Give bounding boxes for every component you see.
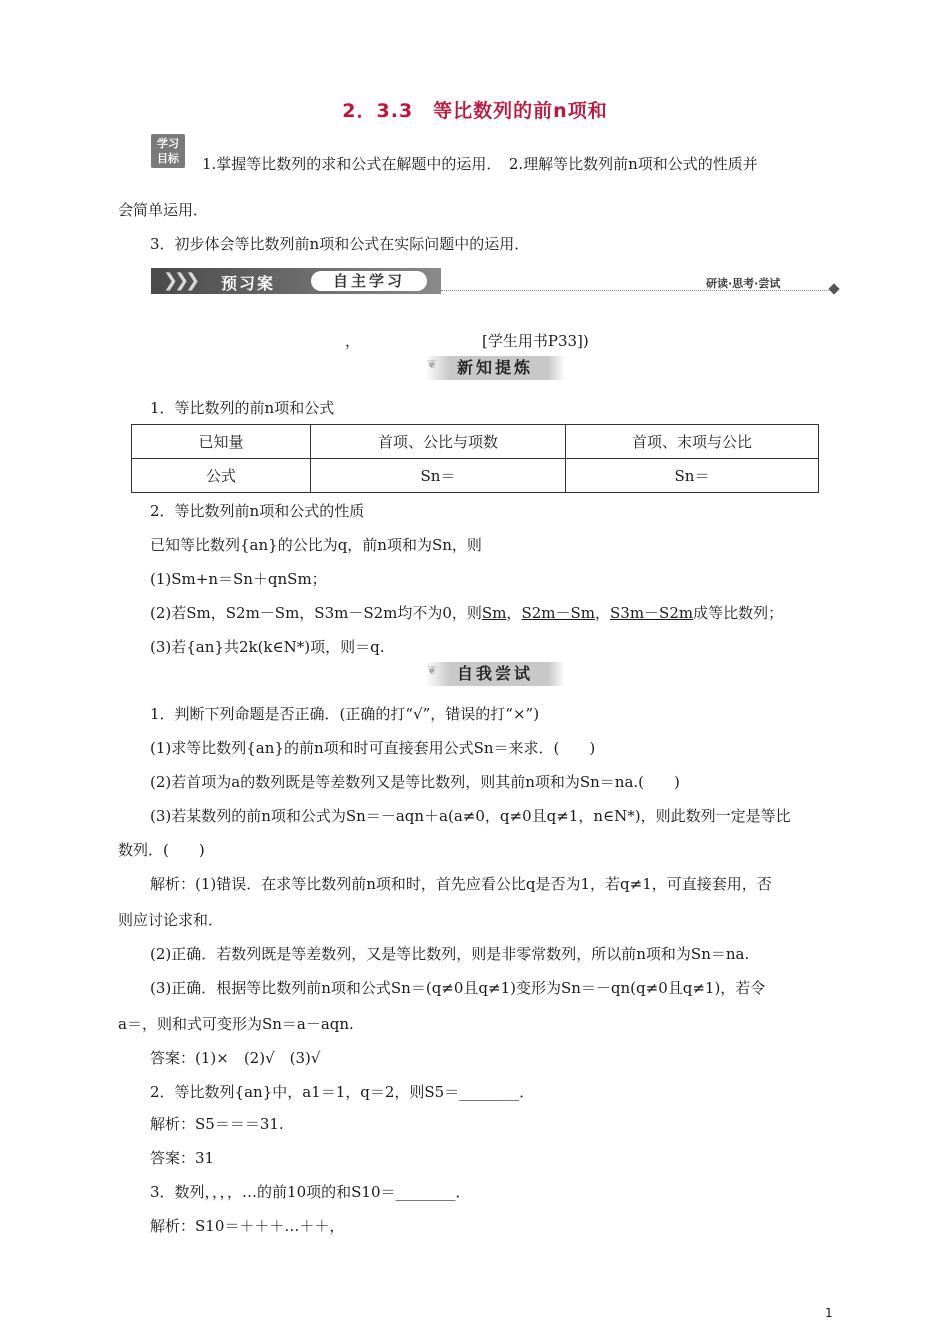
table-cell: Sn＝ [311,459,566,493]
question-1b: (2)若首项为a的数列既是等差数列又是等比数列，则其前n项和为Sn＝na.( ) [150,773,680,791]
property-2-u2: S2m－Sm [521,604,595,622]
page-title: 2．3.3 等比数列的前n项和 [342,100,608,122]
property-2-pre: (2)若Sm，S2m－Sm，S3m－S2m均不为0，则 [150,604,482,622]
table-header-cell: 首项、公比与项数 [311,425,566,459]
preview-banner [151,268,441,294]
section-heading-self-try [425,662,565,686]
question-1c: (3)若某数列的前n项和公式为Sn＝－aqn＋a(a≠0，q≠0且q≠1，n∈N*)，则此数列一定是等比 [150,807,791,825]
solution-1c: (3)正确．根据等比数列前n项和公式Sn＝(q≠0且q≠1)变形为Sn＝－qn(q≠0且q≠1)，若令 [150,979,766,997]
banner-right-label: 研读·思考·尝试 [706,277,781,290]
page-number: 1 [825,1306,833,1320]
goal-line-2: 3．初步体会等比数列前n项和公式在实际问题中的运用． [150,235,530,253]
question-3: 3．数列，，，，…的前10项的和S10＝________． [150,1183,471,1201]
table-header-cell: 首项、末项与公比 [566,425,819,459]
question-1a: (1)求等比数列{an}的前n项和时可直接套用公式Sn＝来求．( ) [150,739,596,757]
table-row [132,425,819,459]
solution-1c-cont: a＝，则和式可变形为Sn＝a－aqn. [118,1015,354,1033]
chevron-right-icon: ❯❯❯ [163,270,197,291]
badge-line1: 学习 [157,137,179,150]
formula-table [131,424,819,493]
answer-2: 答案：31 [150,1149,215,1167]
property-2-sep1: ， [506,604,522,622]
table-header-cell: 已知量 [132,425,311,459]
section-heading-new-knowledge [425,356,565,380]
given-statement: 已知等比数列{an}的公比为q，前n项和为Sn，则 [150,536,482,554]
goal-line-1: 1.掌握等比数列的求和公式在解题中的运用． 2.理解等比数列前n项和公式的性质并 [202,155,758,173]
goal-line-1-cont: 会简单运用． [118,201,209,219]
table-cell: 公式 [132,459,311,493]
property-2 [150,602,783,623]
solution-3: 解析：S10＝＋＋＋…＋＋， [150,1217,345,1235]
ref-text: [学生用书P33]) [482,332,589,350]
property-3: (3)若{an}共2k(k∈N*)项，则＝q. [150,638,385,656]
leaf-icon: ❦ [427,663,441,677]
item-1: 1．等比数列的前n项和公式 [150,399,335,417]
badge-line2: 目标 [157,152,179,165]
banner-left-label: 预习案 [221,274,276,293]
solution-1a: 解析：(1)错误．在求等比数列前n项和时，首先应看公比q是否为1，若q≠1，可直接套用，否 [150,875,772,893]
table-cell: Sn＝ [566,459,819,493]
table-row [132,459,819,493]
diamond-icon [828,283,839,294]
learning-goals-badge [151,134,185,168]
property-2-u1: Sm [481,604,507,622]
section-heading-text: 新知提炼 [456,358,533,377]
property-2-post: 成等比数列； [693,604,784,622]
solution-1a-cont: 则应讨论求和． [118,911,224,929]
ref-comma: ， [345,332,361,350]
property-2-u3: S3m－S2m [610,604,694,622]
answer-1: 答案：(1)× (2)√ (3)√ [150,1049,321,1067]
solution-2: 解析：S5＝＝＝31. [150,1115,284,1133]
banner-pill-label: 自主学习 [311,271,427,291]
property-2-sep2: ， [594,604,610,622]
property-1: (1)Sm+n＝Sn＋qnSm； [150,570,327,588]
section-heading-text: 自我尝试 [456,664,533,683]
item-2: 2．等比数列前n项和公式的性质 [150,502,365,520]
question-1c-cont: 数列．( ) [118,841,205,859]
question-1: 1．判断下列命题是否正确．(正确的打“√”，错误的打“×”) [150,705,540,723]
question-2: 2．等比数列{an}中，a1＝1，q＝2，则S5＝________． [150,1083,535,1101]
leaf-icon: ❦ [427,357,441,371]
solution-1b: (2)正确．若数列既是等差数列，又是等比数列，则是非零常数列，所以前n项和为Sn＝na. [150,945,750,963]
